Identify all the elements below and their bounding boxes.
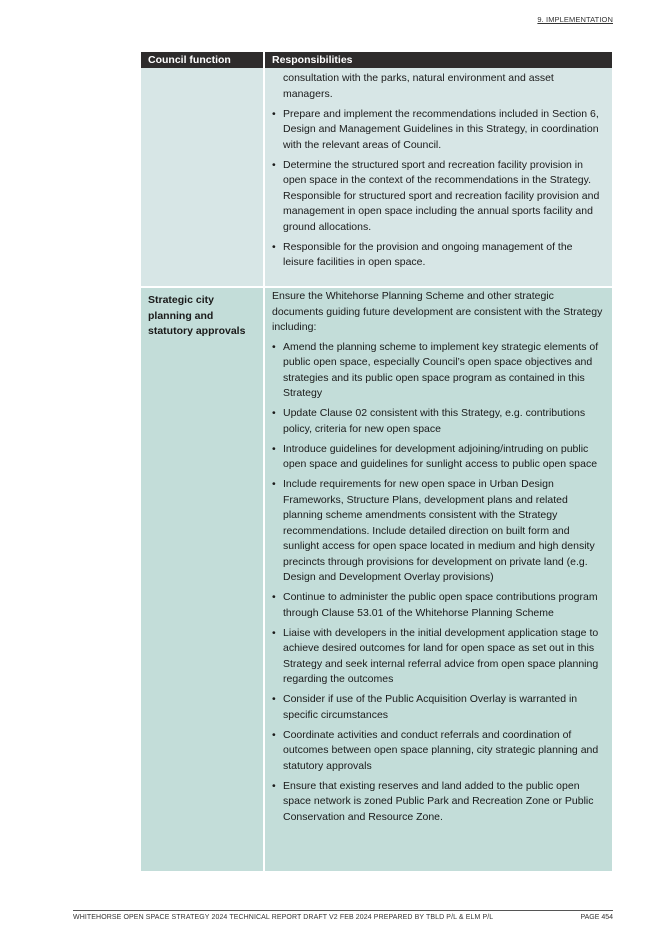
list-item: • Continue to administer the public open space contributions program through Clause 53.01 of the Whitehorse Planning Scheme (272, 590, 604, 621)
list-item: • Introduce guidelines for development adjoining/intruding on public open space and guidelines for sunlight access to public open space (272, 442, 604, 473)
column-header-responsibilities: Responsibilities (272, 54, 353, 66)
list-item: • Liaise with developers in the initial development application stage to achieve desired outcomes for land for open space as set out in this Strategy and seek internal referral advice from open space planning regarding the outcomes (272, 626, 604, 688)
list-item: • Responsible for the provision and ongoing management of the leisure facilities in open space. (272, 240, 604, 271)
intro-paragraph: Ensure the Whitehorse Planning Scheme and other strategic documents guiding future development are consistent with the Strategy including: (272, 290, 603, 333)
responsibilities-table (141, 52, 612, 871)
table-row (141, 286, 612, 871)
responsibility-list (272, 71, 604, 271)
list-item: consultation with the parks, natural environment and asset managers. (283, 72, 554, 100)
column-header-council-function: Council function (141, 52, 265, 68)
section-header: 9. IMPLEMENTATION (537, 15, 613, 24)
list-item: • Consider if use of the Public Acquisition Overlay is warranted in specific circumstances (272, 692, 604, 723)
list-item: • Coordinate activities and conduct referrals and coordination of outcomes between open space planning, city strategic planning and statutory approvals (272, 728, 604, 775)
responsibilities-cell (265, 288, 612, 871)
list-item: • Determine the structured sport and recreation facility provision in open space in the context of the recommendations in the Strategy. Responsible for structured sport and recreation facility provision and management in open space including the annual sports facility and ground allocations. (272, 158, 604, 236)
list-item: • Update Clause 02 consistent with this Strategy, e.g. contributions policy, criteria for new open space (272, 406, 604, 437)
footer-divider (73, 910, 613, 911)
council-function-cell (141, 68, 265, 286)
footer-document-info: WHITEHORSE OPEN SPACE STRATEGY 2024 TECHNICAL REPORT DRAFT V2 FEB 2024 PREPARED BY TBLD P/L & ELM P/L (73, 914, 494, 921)
responsibility-list (272, 340, 604, 826)
list-item: • Amend the planning scheme to implement key strategic elements of public open space, especially Council’s open space objectives and strategies and its public open space program as contained in this Strategy (272, 340, 604, 402)
responsibilities-cell (265, 68, 612, 286)
list-item: • Prepare and implement the recommendations included in Section 6, Design and Management Guidelines in this Strategy, in coordination with the relevant areas of Council. (272, 107, 604, 154)
list-item: • Include requirements for new open space in Urban Design Frameworks, Structure Plans, development plans and related planning scheme amendments consistent with the Strategy recommendations. Include detailed direction on built form and sunlight access for open space located in medium and high density precincts through provisions for development on private land (e.g. Design and Development Overlay provisions) (272, 477, 604, 586)
council-function-cell: Strategic city planning and statutory approvals (141, 288, 265, 871)
table-row (141, 68, 612, 286)
table-header-row (141, 52, 612, 68)
list-item: • Ensure that existing reserves and land added to the public open space network is zoned Public Park and Recreation Zone or Public Conservation and Resource Zone. (272, 779, 604, 826)
page-number: PAGE 454 (580, 914, 613, 921)
